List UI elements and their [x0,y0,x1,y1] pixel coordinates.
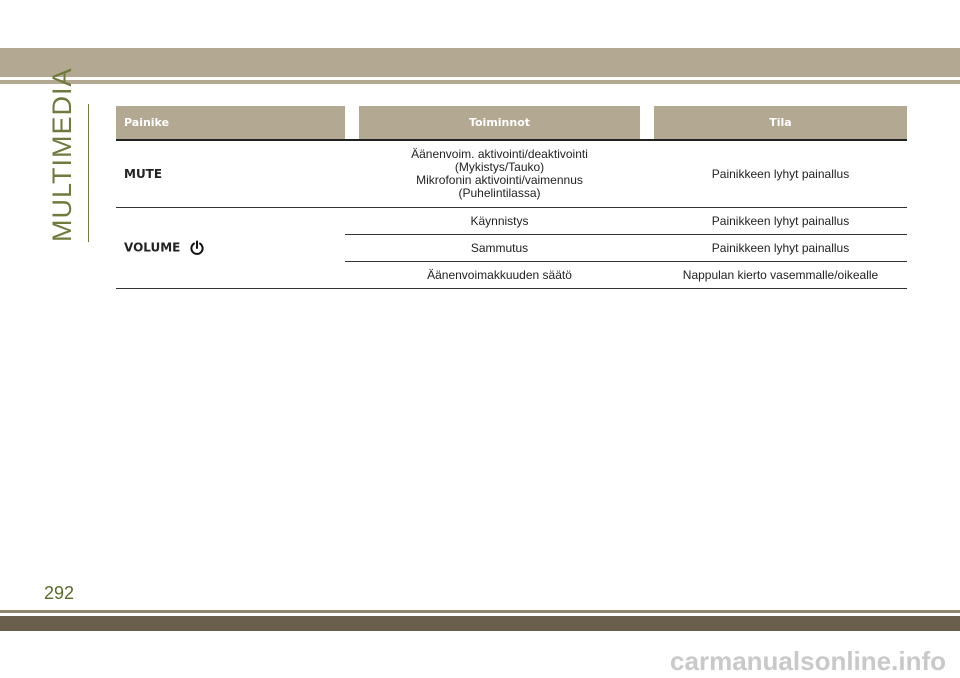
function-cell: Sammutus [345,235,654,262]
controls-table [116,106,907,289]
header-band [0,48,960,77]
function-line: Äänenvoim. aktivointi/deaktivointi [411,147,588,161]
table-header-row [116,106,907,140]
button-name: VOLUME [124,240,181,255]
function-cell: Käynnistys [345,208,654,235]
function-line: Mikrofonin aktivointi/vaimennus [416,173,583,187]
button-name-cell [116,208,345,289]
footer-rule [0,610,960,613]
function-line: (Puhelintilassa) [458,186,541,200]
header-functions: Toiminnot [359,106,640,140]
footer-band [0,616,960,631]
header-button: Painike [116,106,345,140]
function-cell: Äänenvoimakkuuden säätö [345,262,654,289]
page-number: 292 [44,583,75,603]
function-cell [345,140,654,208]
watermark: carmanualsonline.info [670,646,946,676]
function-line: (Mykistys/Tauko) [454,160,545,174]
section-label: MULTIMEDIA [47,67,77,242]
section-rule [88,104,89,242]
mode-cell: Painikkeen lyhyt painallus [654,208,907,235]
table-row [116,140,907,208]
mode-cell: Nappulan kierto vasemmalle/oikealle [654,262,907,289]
button-name: MUTE [116,140,345,208]
table-row [116,208,907,235]
header-rule [0,80,960,84]
header-gap [640,106,654,140]
mode-cell: Painikkeen lyhyt painallus [654,140,907,208]
power-icon [189,240,205,256]
mode-cell: Painikkeen lyhyt painallus [654,235,907,262]
header-mode: Tila [654,106,907,140]
header-gap [345,106,359,140]
